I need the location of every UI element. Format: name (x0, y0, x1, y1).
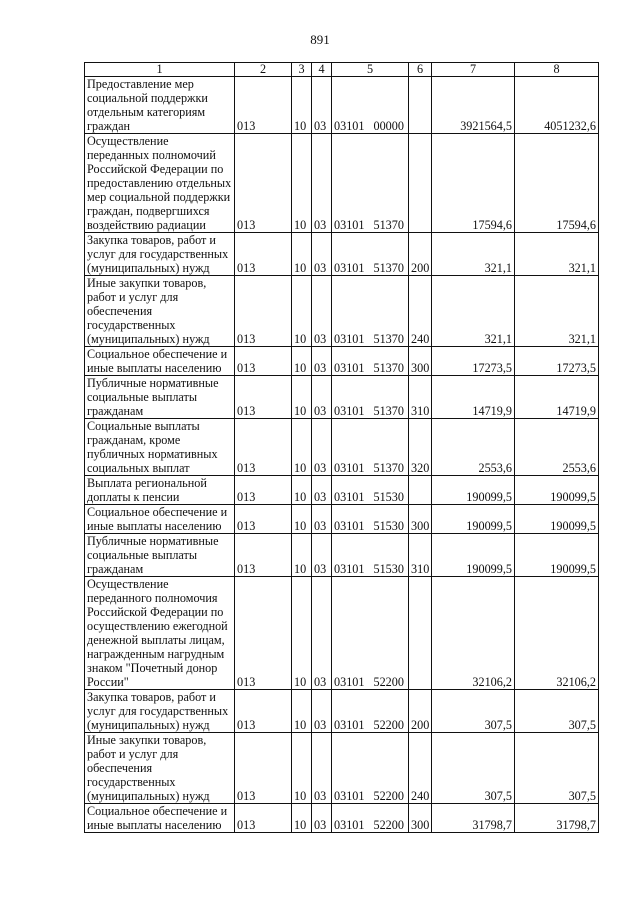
row-name-cell: Выплата региональной доплаты к пенсии (85, 476, 235, 505)
row-name-cell: Закупка товаров, работ и услуг для государственных (муниципальных) нужд (85, 233, 235, 276)
section-code-cell: 10 (292, 77, 312, 134)
sum-year2-cell: 4051232,6 (515, 77, 599, 134)
section-code-cell: 10 (292, 505, 312, 534)
subsection-code-cell: 03 (312, 347, 332, 376)
section-code-cell: 10 (292, 419, 312, 476)
article-direction-code: 51530 (373, 519, 404, 533)
expense-type-cell (409, 577, 432, 690)
article-direction-code: 51370 (373, 332, 404, 346)
sum-year2-cell: 17273,5 (515, 347, 599, 376)
page-number: 891 (310, 32, 330, 47)
ministry-code-cell: 013 (235, 376, 292, 419)
expense-type-cell: 200 (409, 233, 432, 276)
article-direction-code: 51370 (373, 218, 404, 232)
sum-year1-cell: 190099,5 (432, 505, 515, 534)
article-program-code: 03101 (334, 332, 365, 346)
subsection-code-cell: 03 (312, 804, 332, 833)
section-code-cell: 10 (292, 376, 312, 419)
article-direction-code: 51370 (373, 404, 404, 418)
article-code-cell (332, 134, 409, 233)
article-code-cell (332, 534, 409, 577)
ministry-code-cell: 013 (235, 534, 292, 577)
sum-year1-cell: 307,5 (432, 733, 515, 804)
row-name-cell: Публичные нормативные социальные выплаты гражданам (85, 534, 235, 577)
table-row (85, 476, 599, 505)
row-name-cell: Иные закупки товаров, работ и услуг для обеспечения государственных (муниципальных) нужд (85, 276, 235, 347)
ministry-code-cell: 013 (235, 476, 292, 505)
column-header-4: 4 (312, 63, 332, 77)
sum-year1-cell: 17594,6 (432, 134, 515, 233)
expense-type-cell (409, 77, 432, 134)
article-code-cell (332, 733, 409, 804)
subsection-code-cell: 03 (312, 733, 332, 804)
ministry-code-cell: 013 (235, 690, 292, 733)
article-code-cell (332, 347, 409, 376)
article-code-cell (332, 804, 409, 833)
subsection-code-cell: 03 (312, 233, 332, 276)
section-code-cell: 10 (292, 134, 312, 233)
article-program-code: 03101 (334, 818, 365, 832)
sum-year2-cell: 2553,6 (515, 419, 599, 476)
sum-year2-cell: 321,1 (515, 276, 599, 347)
article-program-code: 03101 (334, 675, 365, 689)
sum-year1-cell: 31798,7 (432, 804, 515, 833)
expense-type-cell (409, 134, 432, 233)
article-program-code: 03101 (334, 404, 365, 418)
table-row (85, 376, 599, 419)
sum-year1-cell: 307,5 (432, 690, 515, 733)
sum-year1-cell: 3921564,5 (432, 77, 515, 134)
ministry-code-cell: 013 (235, 577, 292, 690)
sum-year2-cell: 307,5 (515, 733, 599, 804)
expense-type-cell: 310 (409, 376, 432, 419)
ministry-code-cell: 013 (235, 733, 292, 804)
column-header-7: 7 (432, 63, 515, 77)
table-row (85, 77, 599, 134)
section-code-cell: 10 (292, 233, 312, 276)
row-name-cell: Закупка товаров, работ и услуг для государственных (муниципальных) нужд (85, 690, 235, 733)
sum-year2-cell: 190099,5 (515, 534, 599, 577)
column-header-8: 8 (515, 63, 599, 77)
ministry-code-cell: 013 (235, 505, 292, 534)
table-row (85, 804, 599, 833)
column-header-6: 6 (409, 63, 432, 77)
row-name-cell: Социальное обеспечение и иные выплаты населению (85, 347, 235, 376)
column-header-5: 5 (332, 63, 409, 77)
row-name-cell: Социальное обеспечение и иные выплаты населению (85, 804, 235, 833)
article-direction-code: 51530 (373, 490, 404, 504)
section-code-cell: 10 (292, 804, 312, 833)
article-direction-code: 00000 (373, 119, 404, 133)
table-row (85, 733, 599, 804)
table-row (85, 347, 599, 376)
article-code-cell (332, 77, 409, 134)
article-program-code: 03101 (334, 461, 365, 475)
table-row (85, 690, 599, 733)
sum-year1-cell: 2553,6 (432, 419, 515, 476)
article-direction-code: 52200 (373, 675, 404, 689)
article-direction-code: 52200 (373, 818, 404, 832)
row-name-cell: Осуществление переданного полномочия Российской Федерации по осуществлению ежегодной денежной выплаты лицам, награжденным нагрудным знаком "Почетный донор России" (85, 577, 235, 690)
article-direction-code: 51530 (373, 562, 404, 576)
expense-type-cell: 310 (409, 534, 432, 577)
ministry-code-cell: 013 (235, 804, 292, 833)
column-header-2: 2 (235, 63, 292, 77)
subsection-code-cell: 03 (312, 505, 332, 534)
article-program-code: 03101 (334, 789, 365, 803)
table-row (85, 505, 599, 534)
expense-type-cell: 240 (409, 733, 432, 804)
article-program-code: 03101 (334, 218, 365, 232)
section-code-cell: 10 (292, 534, 312, 577)
row-name-cell: Социальные выплаты гражданам, кроме публичных нормативных социальных выплат (85, 419, 235, 476)
article-program-code: 03101 (334, 562, 365, 576)
article-code-cell (332, 376, 409, 419)
sum-year1-cell: 321,1 (432, 233, 515, 276)
section-code-cell: 10 (292, 347, 312, 376)
ministry-code-cell: 013 (235, 347, 292, 376)
ministry-code-cell: 013 (235, 419, 292, 476)
article-code-cell (332, 505, 409, 534)
section-code-cell: 10 (292, 733, 312, 804)
section-code-cell: 10 (292, 690, 312, 733)
sum-year2-cell: 31798,7 (515, 804, 599, 833)
sum-year1-cell: 17273,5 (432, 347, 515, 376)
article-code-cell (332, 233, 409, 276)
article-direction-code: 52200 (373, 789, 404, 803)
expense-type-cell: 320 (409, 419, 432, 476)
sum-year2-cell: 17594,6 (515, 134, 599, 233)
expense-type-cell: 300 (409, 804, 432, 833)
row-name-cell: Социальное обеспечение и иные выплаты населению (85, 505, 235, 534)
row-name-cell: Иные закупки товаров, работ и услуг для обеспечения государственных (муниципальных) нужд (85, 733, 235, 804)
subsection-code-cell: 03 (312, 276, 332, 347)
table-row (85, 577, 599, 690)
sum-year1-cell: 190099,5 (432, 476, 515, 505)
ministry-code-cell: 013 (235, 276, 292, 347)
table-row (85, 276, 599, 347)
article-direction-code: 51370 (373, 261, 404, 275)
article-program-code: 03101 (334, 361, 365, 375)
sum-year2-cell: 14719,9 (515, 376, 599, 419)
budget-table (84, 62, 599, 833)
row-name-cell: Публичные нормативные социальные выплаты гражданам (85, 376, 235, 419)
article-program-code: 03101 (334, 261, 365, 275)
sum-year1-cell: 32106,2 (432, 577, 515, 690)
sum-year2-cell: 321,1 (515, 233, 599, 276)
subsection-code-cell: 03 (312, 134, 332, 233)
row-name-cell: Осуществление переданных полномочий Российской Федерации по предоставлению отдельных мер социальной поддержки граждан, подвергшихся воздействию радиации (85, 134, 235, 233)
section-code-cell: 10 (292, 476, 312, 505)
article-code-cell (332, 577, 409, 690)
table-row (85, 419, 599, 476)
sum-year2-cell: 190099,5 (515, 505, 599, 534)
subsection-code-cell: 03 (312, 476, 332, 505)
ministry-code-cell: 013 (235, 233, 292, 276)
row-name-cell: Предоставление мер социальной поддержки отдельным категориям граждан (85, 77, 235, 134)
sum-year2-cell: 190099,5 (515, 476, 599, 505)
subsection-code-cell: 03 (312, 77, 332, 134)
subsection-code-cell: 03 (312, 577, 332, 690)
article-program-code: 03101 (334, 490, 365, 504)
column-header-3: 3 (292, 63, 312, 77)
column-header-1: 1 (85, 63, 235, 77)
expense-type-cell: 240 (409, 276, 432, 347)
ministry-code-cell: 013 (235, 134, 292, 233)
article-direction-code: 51370 (373, 361, 404, 375)
article-code-cell (332, 476, 409, 505)
article-code-cell (332, 419, 409, 476)
article-code-cell (332, 276, 409, 347)
table-row (85, 134, 599, 233)
ministry-code-cell: 013 (235, 77, 292, 134)
table-row (85, 233, 599, 276)
expense-type-cell (409, 476, 432, 505)
section-code-cell: 10 (292, 577, 312, 690)
article-direction-code: 51370 (373, 461, 404, 475)
table-body (85, 77, 599, 833)
subsection-code-cell: 03 (312, 419, 332, 476)
subsection-code-cell: 03 (312, 376, 332, 419)
expense-type-cell: 200 (409, 690, 432, 733)
article-code-cell (332, 690, 409, 733)
sum-year2-cell: 307,5 (515, 690, 599, 733)
expense-type-cell: 300 (409, 347, 432, 376)
article-program-code: 03101 (334, 718, 365, 732)
article-program-code: 03101 (334, 519, 365, 533)
article-direction-code: 52200 (373, 718, 404, 732)
expense-type-cell: 300 (409, 505, 432, 534)
table-header-row (85, 63, 599, 77)
sum-year1-cell: 190099,5 (432, 534, 515, 577)
sum-year1-cell: 14719,9 (432, 376, 515, 419)
subsection-code-cell: 03 (312, 534, 332, 577)
sum-year1-cell: 321,1 (432, 276, 515, 347)
sum-year2-cell: 32106,2 (515, 577, 599, 690)
article-program-code: 03101 (334, 119, 365, 133)
subsection-code-cell: 03 (312, 690, 332, 733)
table-row (85, 534, 599, 577)
section-code-cell: 10 (292, 276, 312, 347)
